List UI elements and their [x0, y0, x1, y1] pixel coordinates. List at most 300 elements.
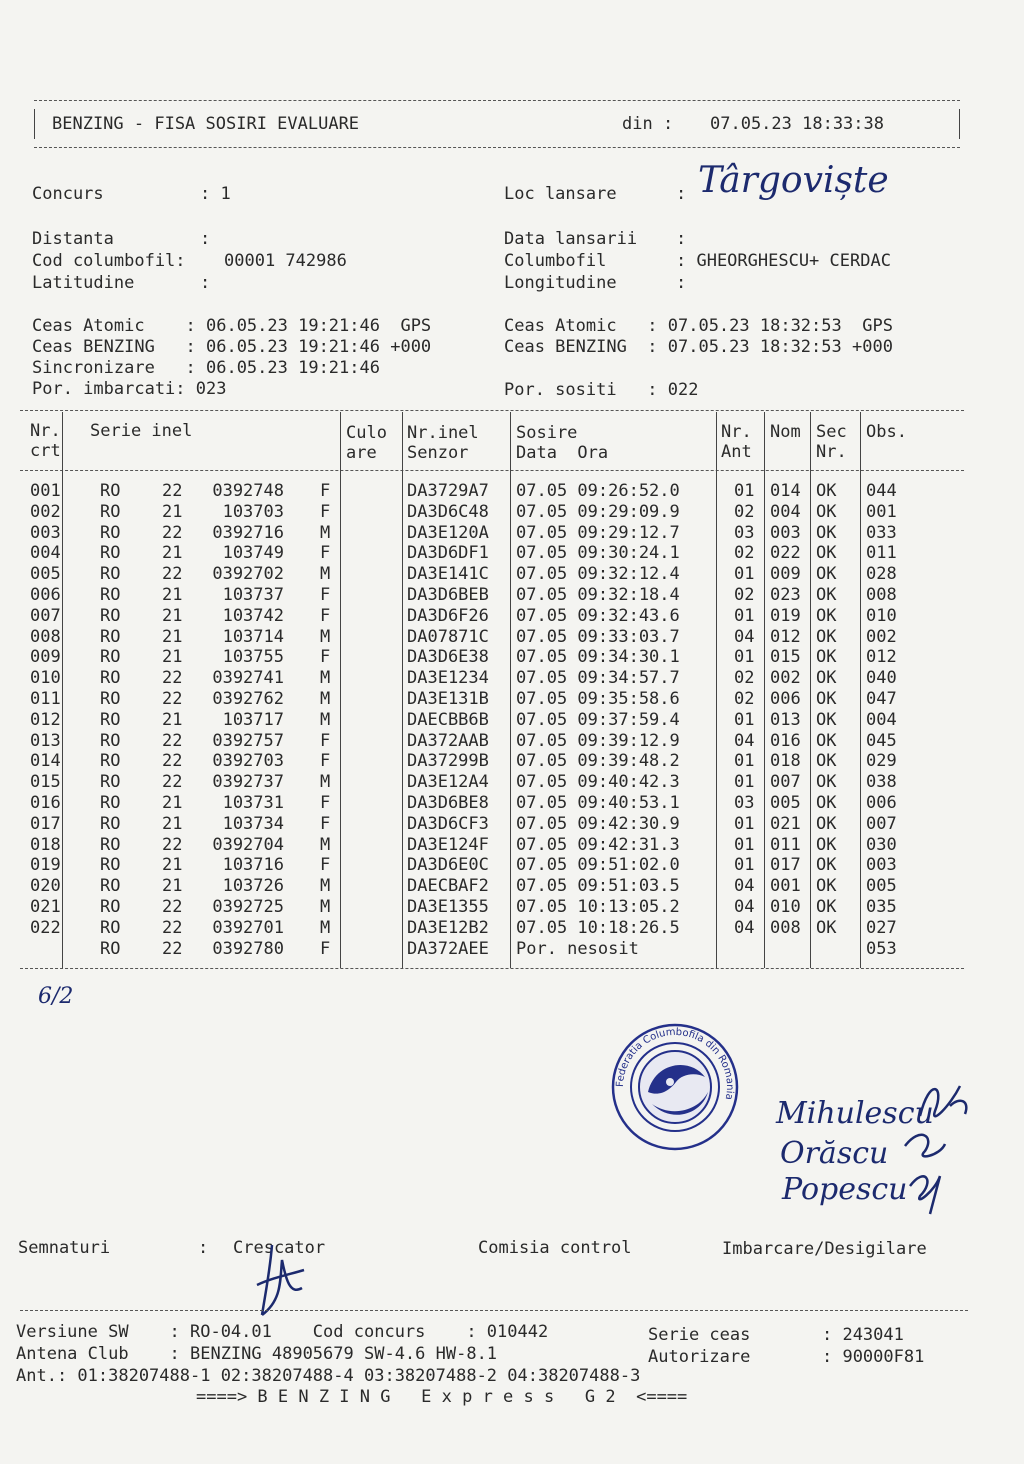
- cell-c: RO: [100, 564, 121, 585]
- cell-ring: 0392702: [212, 564, 284, 585]
- cell-y: 22: [162, 668, 183, 689]
- longitudine-colon: :: [676, 273, 687, 293]
- cell-y: 22: [162, 772, 183, 793]
- cell-sosire: 07.05 09:39:12.9: [516, 730, 680, 751]
- cell-nom: 016: [770, 730, 801, 751]
- footer-antena: Antena Club : BENZING 48905679 SW-4.6 HW-8.1: [16, 1344, 498, 1364]
- cell-obs: 044: [866, 481, 897, 501]
- cell-sosire: 07.05 09:42:31.3: [516, 834, 680, 855]
- cell-s: F: [320, 585, 331, 605]
- cell-sec: OK: [816, 876, 837, 897]
- columbofil-value: : GHEORGHESCU+ CERDAC: [676, 251, 891, 271]
- cell-c: RO: [100, 501, 121, 522]
- cell-c: RO: [100, 522, 121, 543]
- cell-s: M: [320, 689, 331, 709]
- cell-nom: 018: [770, 751, 801, 772]
- cell-obs: 029: [866, 751, 897, 772]
- cell-c: RO: [100, 481, 121, 501]
- cell-c: RO: [100, 793, 121, 813]
- cell-sensor: DA3E12B2: [407, 917, 489, 938]
- cell-nr: 020: [30, 876, 61, 897]
- cell-sosire: 07.05 09:33:03.7: [516, 626, 680, 647]
- cell-y: 21: [162, 501, 183, 522]
- cell-sec: OK: [816, 564, 837, 585]
- cell-ring: 103731: [222, 793, 284, 813]
- cell-obs: 053: [866, 938, 897, 959]
- cell-nr: 007: [30, 605, 61, 626]
- cell-obs: 027: [866, 917, 897, 938]
- col-header-obs: Obs.: [866, 422, 907, 442]
- ceas-atomic-right: Ceas Atomic : 07.05.23 18:32:53 GPS: [504, 316, 893, 336]
- ceas-benzing-right: Ceas BENZING : 07.05.23 18:32:53 +000: [504, 337, 893, 357]
- concurs-label: Concurs: [32, 184, 104, 204]
- cell-sensor: DA3729A7: [407, 481, 489, 501]
- cell-sosire: 07.05 09:26:52.0: [516, 481, 680, 501]
- cell-nr: 005: [30, 564, 61, 585]
- cell-y: 21: [162, 585, 183, 605]
- cell-nom: 008: [770, 917, 801, 938]
- cell-y: 21: [162, 543, 183, 564]
- comisia-control-label: Comisia control: [478, 1238, 632, 1258]
- cell-sec: OK: [816, 522, 837, 543]
- cell-obs: 005: [866, 876, 897, 897]
- table-bottom-line: [20, 968, 964, 969]
- cell-y: 22: [162, 481, 183, 501]
- cell-s: F: [320, 938, 331, 959]
- cell-ant: 04: [734, 730, 755, 751]
- cell-nom: 009: [770, 564, 801, 585]
- col-header-culoare-2: are: [346, 443, 377, 463]
- cell-y: 21: [162, 626, 183, 647]
- cell-sensor: DA3E1355: [407, 897, 489, 917]
- distanta-colon: :: [200, 229, 211, 249]
- cell-ring: 103737: [222, 585, 284, 605]
- cell-sec: OK: [816, 481, 837, 501]
- cell-c: RO: [100, 751, 121, 772]
- cell-nr: 006: [30, 585, 61, 605]
- table-top-line: [20, 410, 964, 411]
- cell-y: 21: [162, 876, 183, 897]
- cell-s: M: [320, 834, 331, 855]
- cell-obs: 028: [866, 564, 897, 585]
- cell-s: M: [320, 626, 331, 647]
- col-header-culoare: Culo: [346, 423, 387, 443]
- loc-colon: :: [676, 184, 687, 204]
- cell-nom: 006: [770, 689, 801, 709]
- cell-sosire: 07.05 10:18:26.5: [516, 917, 680, 938]
- cell-s: F: [320, 793, 331, 813]
- cell-ant: 03: [734, 522, 755, 543]
- cell-sensor: DA3E141C: [407, 564, 489, 585]
- imbarcare-label: Imbarcare/Desigilare: [722, 1239, 927, 1259]
- col-header-nr: Nr.: [30, 421, 61, 441]
- col-header-nr-inel: Nr.inel: [407, 423, 479, 443]
- cell-ant: 02: [734, 668, 755, 689]
- cell-nom: 004: [770, 501, 801, 522]
- cell-sec: OK: [816, 793, 837, 813]
- cell-nom: 021: [770, 813, 801, 834]
- cell-s: M: [320, 917, 331, 938]
- cell-nr: 016: [30, 793, 61, 813]
- cell-sensor: DA3D6C48: [407, 501, 489, 522]
- cell-ring: 0392716: [212, 522, 284, 543]
- cell-sosire: 07.05 09:51:03.5: [516, 876, 680, 897]
- cell-sec: OK: [816, 647, 837, 668]
- cell-nr: 013: [30, 730, 61, 751]
- cell-ant: 02: [734, 543, 755, 564]
- ceas-atomic-left: Ceas Atomic : 06.05.23 19:21:46 GPS: [32, 316, 432, 336]
- cell-y: 21: [162, 647, 183, 668]
- cell-sec: OK: [816, 501, 837, 522]
- cell-ring: 103716: [222, 855, 284, 876]
- cell-ring: 0392725: [212, 897, 284, 917]
- cell-s: F: [320, 543, 331, 564]
- cell-sec: OK: [816, 917, 837, 938]
- cell-sosire: 07.05 09:32:18.4: [516, 585, 680, 605]
- cell-ant: 01: [734, 564, 755, 585]
- cell-sec: OK: [816, 751, 837, 772]
- cell-y: 22: [162, 564, 183, 585]
- cell-sec: OK: [816, 585, 837, 605]
- longitudine-label: Longitudine: [504, 273, 617, 293]
- cell-obs: 035: [866, 897, 897, 917]
- cell-nom: 014: [770, 481, 801, 501]
- concurs-value: : 1: [200, 184, 231, 204]
- signature-1: Mihulescu: [776, 1096, 934, 1131]
- table-header-line: [20, 470, 964, 471]
- cell-nom: 022: [770, 543, 801, 564]
- cell-y: 21: [162, 813, 183, 834]
- cell-obs: 002: [866, 626, 897, 647]
- cod-columbofil-label: Cod columbofil:: [32, 251, 186, 271]
- cell-c: RO: [100, 585, 121, 605]
- cell-nr: 010: [30, 668, 61, 689]
- cell-sensor: DA3E12A4: [407, 772, 489, 793]
- cell-obs: 003: [866, 855, 897, 876]
- cell-nom: 019: [770, 605, 801, 626]
- cell-sensor: DA07871C: [407, 626, 489, 647]
- col-header-data-ora: Data Ora: [516, 443, 609, 463]
- cell-ant: 01: [734, 647, 755, 668]
- cell-s: F: [320, 481, 331, 501]
- cell-nom: 010: [770, 897, 801, 917]
- cell-nom: 015: [770, 647, 801, 668]
- cell-ring: 0392703: [212, 751, 284, 772]
- cell-ant: 04: [734, 917, 755, 938]
- cell-sensor: DA3D6BE8: [407, 793, 489, 813]
- cell-sosire: 07.05 09:40:42.3: [516, 772, 680, 793]
- cell-ant: 03: [734, 793, 755, 813]
- cell-sensor: DA3E120A: [407, 522, 489, 543]
- cell-sec: OK: [816, 605, 837, 626]
- cell-sensor: DA3D6E38: [407, 647, 489, 668]
- cell-s: M: [320, 668, 331, 689]
- footer-line: [20, 1310, 968, 1311]
- signature-3: Popescu: [782, 1172, 908, 1207]
- cell-ant: 01: [734, 855, 755, 876]
- cell-ring: 0392701: [212, 917, 284, 938]
- cell-c: RO: [100, 647, 121, 668]
- latitudine-colon: :: [200, 273, 211, 293]
- cell-nom: 005: [770, 793, 801, 813]
- cell-ring: 0392704: [212, 834, 284, 855]
- cell-sosire: 07.05 09:29:12.7: [516, 522, 680, 543]
- porumbei-imbarcati: Por. imbarcati: 023: [32, 379, 227, 399]
- cell-y: 22: [162, 834, 183, 855]
- cell-ring: 103726: [222, 876, 284, 897]
- cell-nom: 007: [770, 772, 801, 793]
- cell-ant: 01: [734, 751, 755, 772]
- cell-obs: 012: [866, 647, 897, 668]
- cell-c: RO: [100, 938, 121, 959]
- cell-c: RO: [100, 668, 121, 689]
- cell-sensor: DA3D6BEB: [407, 585, 489, 605]
- stamp-ring-text: Federatia Columbofila din Romania: [614, 1026, 736, 1101]
- cell-sec: OK: [816, 626, 837, 647]
- semnaturi-label: Semnaturi: [18, 1238, 111, 1258]
- cell-sosire: 07.05 10:13:05.2: [516, 897, 680, 917]
- cell-c: RO: [100, 834, 121, 855]
- cell-y: 22: [162, 689, 183, 709]
- col-header-nr-ant: Nr.: [721, 422, 752, 442]
- cell-obs: 030: [866, 834, 897, 855]
- col-header-sec-nr: Nr.: [816, 442, 847, 462]
- cell-s: M: [320, 897, 331, 917]
- cell-obs: 040: [866, 668, 897, 689]
- cell-nr: 003: [30, 522, 61, 543]
- cell-c: RO: [100, 689, 121, 709]
- cell-obs: 047: [866, 689, 897, 709]
- cell-sensor: DA3E124F: [407, 834, 489, 855]
- cell-sec: OK: [816, 834, 837, 855]
- cell-ring: 103714: [222, 626, 284, 647]
- latitudine-label: Latitudine: [32, 273, 135, 293]
- cell-sec: OK: [816, 772, 837, 793]
- cell-s: F: [320, 647, 331, 668]
- porumbei-sositi: Por. sositi : 022: [504, 380, 699, 400]
- footer-brand: ====> B E N Z I N G E x p r e s s G 2 <====: [196, 1387, 688, 1407]
- cell-sec: OK: [816, 709, 837, 730]
- cell-sec: OK: [816, 813, 837, 834]
- cell-nom: 011: [770, 834, 801, 855]
- cell-sosire: 07.05 09:29:09.9: [516, 501, 680, 522]
- cell-sosire: 07.05 09:30:24.1: [516, 543, 680, 564]
- cell-ant: 02: [734, 585, 755, 605]
- cell-c: RO: [100, 730, 121, 751]
- header-box: [34, 100, 960, 148]
- cell-y: 22: [162, 730, 183, 751]
- cell-ant: 02: [734, 689, 755, 709]
- cell-nr: 002: [30, 501, 61, 522]
- cell-c: RO: [100, 813, 121, 834]
- cell-y: 22: [162, 917, 183, 938]
- cell-s: F: [320, 751, 331, 772]
- cell-nr: 001: [30, 481, 61, 501]
- cell-nr: 012: [30, 709, 61, 730]
- cell-sensor: DA372AAB: [407, 730, 489, 751]
- cell-obs: 006: [866, 793, 897, 813]
- cell-nom: 013: [770, 709, 801, 730]
- col-header-serie: Serie inel: [90, 421, 193, 441]
- cell-y: 21: [162, 793, 183, 813]
- cell-sec: OK: [816, 668, 837, 689]
- cell-sosire: 07.05 09:37:59.4: [516, 709, 680, 730]
- cell-obs: 007: [866, 813, 897, 834]
- cell-s: F: [320, 730, 331, 751]
- signature-2: Orăscu: [780, 1136, 889, 1171]
- federation-stamp: [610, 1022, 740, 1152]
- cell-nom: 003: [770, 522, 801, 543]
- crescator-signature: [252, 1240, 312, 1320]
- cell-obs: 033: [866, 522, 897, 543]
- cell-ant: 01: [734, 605, 755, 626]
- cell-sensor: DAECBB6B: [407, 709, 489, 730]
- cell-sosire: 07.05 09:34:57.7: [516, 668, 680, 689]
- cell-ant: 04: [734, 626, 755, 647]
- cell-ring: 103742: [222, 605, 284, 626]
- cell-y: 21: [162, 855, 183, 876]
- cell-nr: 021: [30, 897, 61, 917]
- cell-s: F: [320, 501, 331, 522]
- date-label: din :: [622, 114, 674, 134]
- cell-y: 21: [162, 709, 183, 730]
- cell-sensor: DAECBAF2: [407, 876, 489, 897]
- cell-nom: 001: [770, 876, 801, 897]
- cell-ant: 04: [734, 897, 755, 917]
- cell-ring: 0392780: [212, 938, 284, 959]
- cell-obs: 010: [866, 605, 897, 626]
- cell-sosire: 07.05 09:40:53.1: [516, 793, 680, 813]
- cell-ant: 02: [734, 501, 755, 522]
- cell-y: 22: [162, 938, 183, 959]
- cell-c: RO: [100, 917, 121, 938]
- cell-nr: 015: [30, 772, 61, 793]
- cell-c: RO: [100, 897, 121, 917]
- cell-obs: 038: [866, 772, 897, 793]
- cell-y: 22: [162, 897, 183, 917]
- cell-sec: OK: [816, 543, 837, 564]
- cell-sensor: DA372AEE: [407, 938, 489, 959]
- cell-ant: 01: [734, 772, 755, 793]
- cell-nr: 022: [30, 917, 61, 938]
- columbofil-label: Columbofil: [504, 251, 607, 271]
- cell-nr: 019: [30, 855, 61, 876]
- cell-obs: 011: [866, 543, 897, 564]
- cell-nr: 018: [30, 834, 61, 855]
- distanta-label: Distanta: [32, 229, 114, 249]
- col-header-senzor: Senzor: [407, 443, 469, 463]
- cell-ring: 0392737: [212, 772, 284, 793]
- cell-sensor: DA3D6DF1: [407, 543, 489, 564]
- signature-marks: [900, 1066, 980, 1216]
- col-header-crt: crt: [30, 441, 61, 461]
- cell-y: 21: [162, 605, 183, 626]
- cell-nr: 011: [30, 689, 61, 709]
- data-lansarii-colon: :: [676, 229, 687, 249]
- cell-nr: 009: [30, 647, 61, 668]
- cell-nom: 023: [770, 585, 801, 605]
- col-header-sec: Sec: [816, 422, 847, 442]
- cell-c: RO: [100, 626, 121, 647]
- cell-ant: 04: [734, 876, 755, 897]
- cell-sosire: 07.05 09:34:30.1: [516, 647, 680, 668]
- footer-ant: Ant.: 01:38207488-1 02:38207488-4 03:38207488-2 04:38207488-3: [16, 1366, 641, 1386]
- cell-ring: 103703: [222, 501, 284, 522]
- cell-sec: OK: [816, 855, 837, 876]
- cell-y: 22: [162, 751, 183, 772]
- cell-c: RO: [100, 605, 121, 626]
- cell-obs: 004: [866, 709, 897, 730]
- cod-columbofil-value: 00001 742986: [224, 251, 347, 271]
- cell-y: 22: [162, 522, 183, 543]
- cell-ring: 0392748: [212, 481, 284, 501]
- cell-c: RO: [100, 876, 121, 897]
- cell-nr: 004: [30, 543, 61, 564]
- cell-sosire: 07.05 09:39:48.2: [516, 751, 680, 772]
- cell-s: F: [320, 855, 331, 876]
- cell-nr: 008: [30, 626, 61, 647]
- cell-sensor: DA3D6F26: [407, 605, 489, 626]
- cell-sec: OK: [816, 689, 837, 709]
- cell-ring: 0392762: [212, 689, 284, 709]
- cell-nom: 002: [770, 668, 801, 689]
- sincronizare: Sincronizare : 06.05.23 19:21:46: [32, 358, 380, 378]
- cell-nom: 012: [770, 626, 801, 647]
- cell-sensor: DA3E131B: [407, 689, 489, 709]
- cell-sec: OK: [816, 897, 837, 917]
- loc-label: Loc lansare: [504, 184, 617, 204]
- cell-s: M: [320, 876, 331, 897]
- cell-sosire: 07.05 09:42:30.9: [516, 813, 680, 834]
- cell-ant: 01: [734, 834, 755, 855]
- cell-c: RO: [100, 772, 121, 793]
- cell-c: RO: [100, 709, 121, 730]
- col-header-sosire: Sosire: [516, 423, 578, 443]
- cell-nr: 017: [30, 813, 61, 834]
- cell-ring: 0392741: [212, 668, 284, 689]
- cell-ring: 103734: [222, 813, 284, 834]
- cell-ring: 0392757: [212, 730, 284, 751]
- ceas-benzing-left: Ceas BENZING : 06.05.23 19:21:46 +000: [32, 337, 432, 357]
- cell-obs: 008: [866, 585, 897, 605]
- cell-ant: 01: [734, 481, 755, 501]
- footer-version: Versiune SW : RO-04.01 Cod concurs : 010442: [16, 1322, 549, 1342]
- cell-sec: OK: [816, 730, 837, 751]
- cell-sosire: Por. nesosit: [516, 938, 639, 959]
- loc-value-handwritten: Târgoviște: [698, 160, 889, 201]
- cell-obs: 045: [866, 730, 897, 751]
- cell-s: M: [320, 564, 331, 585]
- cell-ring: 103749: [222, 543, 284, 564]
- cell-sensor: DA3E1234: [407, 668, 489, 689]
- cell-sensor: DA3D6E0C: [407, 855, 489, 876]
- cell-nr: 014: [30, 751, 61, 772]
- handwritten-note: 6/2: [38, 984, 74, 1009]
- cell-sosire: 07.05 09:32:12.4: [516, 564, 680, 585]
- document-title: BENZING - FISA SOSIRI EVALUARE: [52, 114, 360, 134]
- cell-c: RO: [100, 543, 121, 564]
- cell-sensor: DA3D6CF3: [407, 813, 489, 834]
- cell-sosire: 07.05 09:32:43.6: [516, 605, 680, 626]
- cell-ant: 01: [734, 709, 755, 730]
- data-lansarii-label: Data lansarii: [504, 229, 638, 249]
- cell-s: M: [320, 772, 331, 793]
- footer-serie-ceas: Serie ceas : 243041: [648, 1325, 904, 1345]
- cell-ring: 103755: [222, 647, 284, 668]
- date-value: 07.05.23 18:33:38: [710, 114, 884, 134]
- cell-nom: 017: [770, 855, 801, 876]
- footer-autorizare: Autorizare : 90000F81: [648, 1347, 925, 1367]
